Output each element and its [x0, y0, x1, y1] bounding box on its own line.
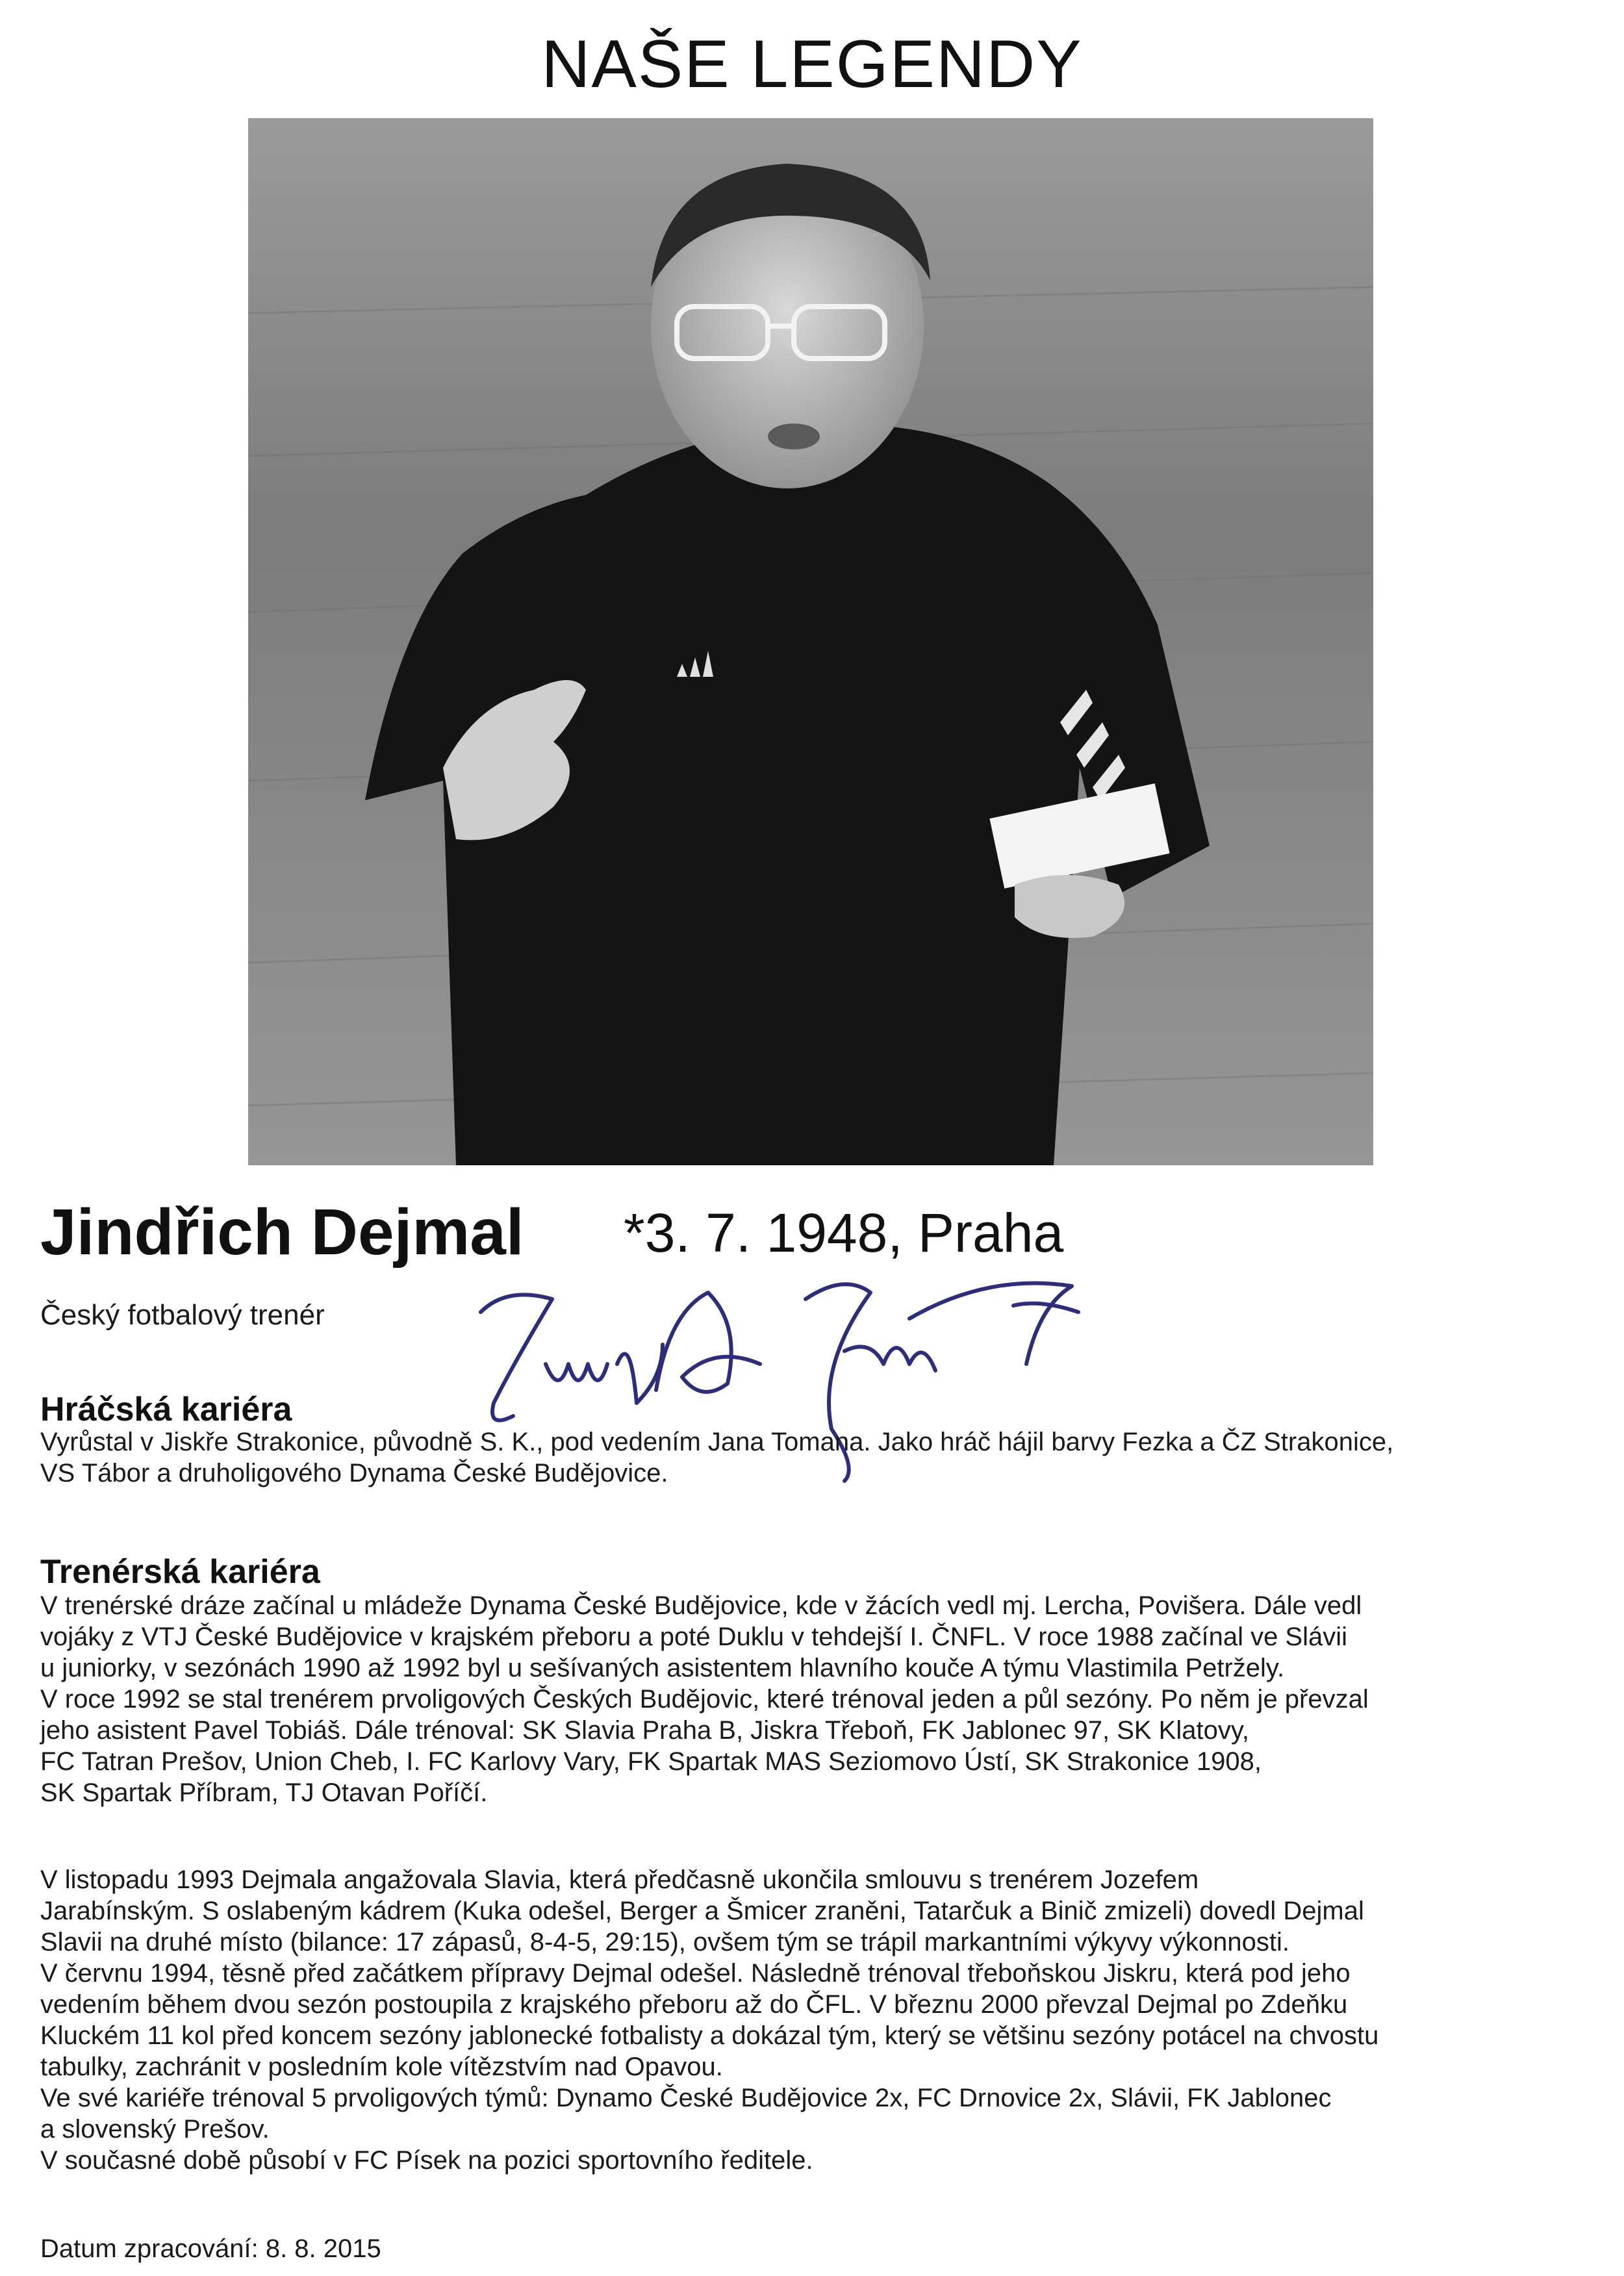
- text-line: V červnu 1994, těsně před začátkem přípravy Dejmal odešel. Následně trénoval třeboňskou Jiskru, která pod jeho: [40, 1959, 1351, 1988]
- text-line: V trenérské dráze začínal u mládeže Dynama České Budějovice, kde v žácích vedl mj. Lercha, Povišera. Dále vedl: [40, 1591, 1362, 1620]
- text-line: VS Tábor a druholigového Dynama České Budějovice.: [40, 1459, 668, 1487]
- section-heading-player-career: Hráčská kariéra: [40, 1391, 292, 1428]
- text-line: Kluckém 11 kol před koncem sezóny jablonecké fotbalisty a dokázal tým, který se většinu sezóny potácel na chvostu: [40, 2021, 1379, 2050]
- section-heading-coach-career: Trenérská kariéra: [40, 1553, 320, 1591]
- coach-career-paragraph-1: [40, 1590, 1599, 1808]
- text-line: Jarabínským. S oslabeným kádrem (Kuka odešel, Berger a Šmicer zraněni, Tatarčuk a Binič zmizeli) dovedl Dejmal: [40, 1897, 1364, 1925]
- processing-date: Datum zpracování: 8. 8. 2015: [40, 2234, 381, 2263]
- text-line: tabulky, zachránit v posledním kole vítězstvím nad Opavou.: [40, 2053, 723, 2081]
- text-line: vojáky z VTJ České Budějovice v krajském přeboru a poté Duklu v tehdejší I. ČNFL. V roce 1988 začínal ve Slávii: [40, 1623, 1348, 1651]
- coach-career-paragraph-2: [40, 1864, 1599, 2176]
- text-line: SK Spartak Příbram, TJ Otavan Poříčí.: [40, 1778, 488, 1807]
- person-name: Jindřich Dejmal: [40, 1196, 524, 1269]
- text-line: jeho asistent Pavel Tobiáš. Dále trénoval: SK Slavia Praha B, Jiskra Třeboň, FK Jablonec 97, SK Klatovy,: [40, 1716, 1249, 1745]
- text-line: u juniorky, v sezónách 1990 až 1992 byl u sešívaných asistentem hlavního kouče A týmu Vlastimila Petržely.: [40, 1654, 1285, 1682]
- text-line: Ve své kariéře trénoval 5 prvoligových týmů: Dynamo České Budějovice 2x, FC Drnovice 2x, Slávii, FK Jablonec: [40, 2084, 1332, 2112]
- portrait-photo: [248, 118, 1373, 1165]
- text-line: vedením během dvou sezón postoupila z krajského přeboru až do ČFL. V březnu 2000 převzal Dejmal po Zdeňku: [40, 1990, 1348, 2019]
- text-line: a slovenský Prešov.: [40, 2115, 270, 2143]
- page-title: NAŠE LEGENDY: [541, 27, 1083, 102]
- person-description: Český fotbalový trenér: [40, 1299, 325, 1331]
- birth-info: *3. 7. 1948, Praha: [624, 1202, 1064, 1263]
- text-line: V současné době působí v FC Písek na pozici sportovního ředitele.: [40, 2146, 813, 2175]
- player-career-text: [40, 1426, 1599, 1489]
- text-line: V listopadu 1993 Dejmala angažovala Slavia, která předčasně ukončila smlouvu s trenérem Jozefem: [40, 1865, 1199, 1894]
- text-line: V roce 1992 se stal trenérem prvoligových Českých Budějovic, které trénoval jeden a půl sezóny. Po něm je převzal: [40, 1685, 1369, 1713]
- text-line: FC Tatran Prešov, Union Cheb, I. FC Karlovy Vary, FK Spartak MAS Seziomovo Ústí, SK Strakonice 1908,: [40, 1747, 1262, 1776]
- text-line: Slavii na druhé místo (bilance: 17 zápasů, 8-4-5, 29:15), ovšem tým se trápil markantními výkyvy výkonnosti.: [40, 1928, 1290, 1956]
- text-line: Vyrůstal v Jiskře Strakonice, původně S. K., pod vedením Jana Tomana. Jako hráč hájil barvy Fezka a ČZ Strakonice,: [40, 1428, 1394, 1456]
